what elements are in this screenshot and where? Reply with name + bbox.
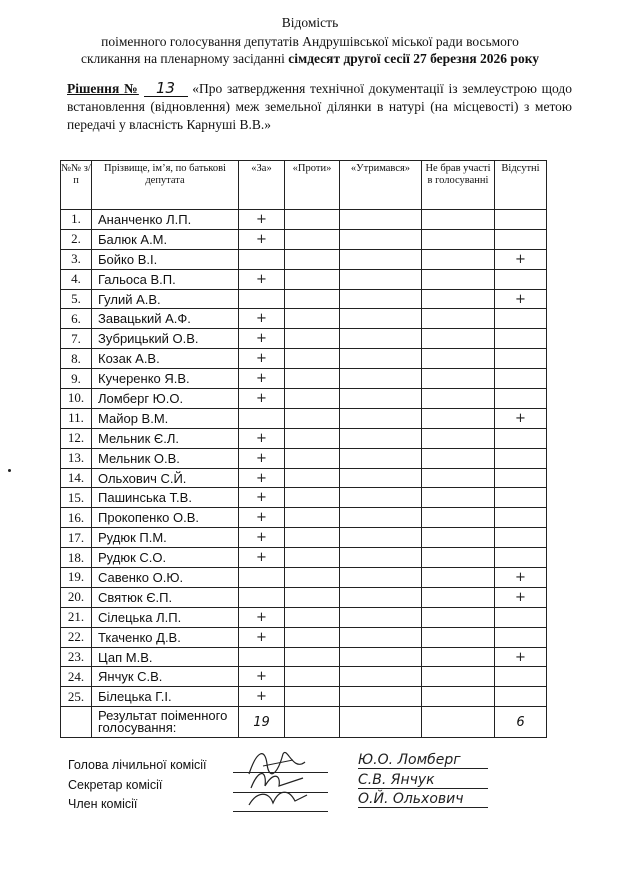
vote-for-mark: + bbox=[239, 528, 285, 548]
vote-for-mark: + bbox=[239, 329, 285, 349]
vote-against-mark bbox=[285, 548, 340, 568]
deputy-name: Савенко О.Ю. bbox=[92, 568, 239, 588]
table-row bbox=[61, 568, 547, 588]
vote-absent-mark bbox=[495, 389, 547, 409]
vote-not-voted-mark bbox=[422, 568, 495, 588]
table-row bbox=[61, 667, 547, 687]
signature-row-chair bbox=[68, 752, 568, 776]
vote-not-voted-mark bbox=[422, 428, 495, 448]
vote-absent-mark bbox=[495, 309, 547, 329]
vote-abstained-mark bbox=[340, 508, 422, 528]
table-row bbox=[61, 468, 547, 488]
session-line-text: скликання на пленарному засіданні bbox=[80, 51, 289, 66]
deputy-name: Завацький А.Ф. bbox=[92, 309, 239, 329]
table-header-row bbox=[61, 161, 547, 210]
vote-abstained-mark bbox=[340, 249, 422, 269]
col-header-not-voted: Не брав участі в голосуванні bbox=[422, 161, 495, 210]
result-row bbox=[61, 707, 547, 738]
signature-row-member bbox=[68, 791, 568, 815]
result-for-count: 19 bbox=[239, 707, 285, 738]
signature-name: О.Й. Ольхович bbox=[358, 791, 488, 808]
vote-not-voted-mark bbox=[422, 548, 495, 568]
vote-against-mark bbox=[285, 647, 340, 667]
signature-role: Голова лічильної комісії bbox=[68, 758, 207, 772]
deputy-name: Козак А.В. bbox=[92, 349, 239, 369]
vote-for-mark bbox=[239, 587, 285, 607]
vote-for-mark: + bbox=[239, 389, 285, 409]
row-number: 13. bbox=[61, 448, 92, 468]
vote-absent-mark bbox=[495, 607, 547, 627]
vote-abstained-mark bbox=[340, 647, 422, 667]
vote-absent-mark bbox=[495, 528, 547, 548]
vote-abstained-mark bbox=[340, 448, 422, 468]
vote-absent-mark bbox=[495, 349, 547, 369]
deputy-name: Рудюк П.М. bbox=[92, 528, 239, 548]
deputy-name: Ломберг Ю.О. bbox=[92, 389, 239, 409]
row-number: 2. bbox=[61, 229, 92, 249]
row-number: 9. bbox=[61, 369, 92, 389]
table-row bbox=[61, 548, 547, 568]
row-number: 24. bbox=[61, 667, 92, 687]
vote-absent-mark bbox=[495, 428, 547, 448]
deputy-name: Мельник Є.Л. bbox=[92, 428, 239, 448]
deputy-name: Ананченко Л.П. bbox=[92, 210, 239, 230]
vote-abstained-mark bbox=[340, 309, 422, 329]
row-number: 7. bbox=[61, 329, 92, 349]
row-number: 23. bbox=[61, 647, 92, 667]
vote-against-mark bbox=[285, 428, 340, 448]
col-header-name: Прізвище, ім’я, по батькові депутата bbox=[92, 161, 239, 210]
session-date: сімдесят другої сесії 27 березня 2026 року bbox=[288, 51, 540, 66]
vote-not-voted-mark bbox=[422, 508, 495, 528]
result-abstained-count bbox=[340, 707, 422, 738]
vote-against-mark bbox=[285, 587, 340, 607]
vote-absent-mark bbox=[495, 667, 547, 687]
vote-for-mark: + bbox=[239, 229, 285, 249]
row-number: 19. bbox=[61, 568, 92, 588]
vote-absent-mark bbox=[495, 369, 547, 389]
vote-for-mark bbox=[239, 568, 285, 588]
table-row bbox=[61, 389, 547, 409]
row-number: 8. bbox=[61, 349, 92, 369]
table-row bbox=[61, 269, 547, 289]
vote-absent-mark bbox=[495, 229, 547, 249]
vote-not-voted-mark bbox=[422, 607, 495, 627]
vote-absent-mark bbox=[495, 269, 547, 289]
table-row bbox=[61, 309, 547, 329]
decision-title: «Про затвердження технічної документації із землеустрою щодо встановлення (відновлення) меж земельної ділянки в натурі (на місцевості) з метою передачі у власність Карнуші В.В.» bbox=[67, 81, 573, 132]
deputy-name: Ткаченко Д.В. bbox=[92, 627, 239, 647]
row-number: 10. bbox=[61, 389, 92, 409]
vote-absent-mark: + bbox=[495, 587, 547, 607]
vote-absent-mark: + bbox=[495, 408, 547, 428]
deputy-name: Мельник О.В. bbox=[92, 448, 239, 468]
row-number: 16. bbox=[61, 508, 92, 528]
vote-against-mark bbox=[285, 289, 340, 309]
vote-abstained-mark bbox=[340, 229, 422, 249]
table-row bbox=[61, 647, 547, 667]
vote-abstained-mark bbox=[340, 548, 422, 568]
vote-abstained-mark bbox=[340, 428, 422, 448]
row-number: 6. bbox=[61, 309, 92, 329]
table-row bbox=[61, 369, 547, 389]
vote-for-mark: + bbox=[239, 369, 285, 389]
vote-against-mark bbox=[285, 667, 340, 687]
vote-against-mark bbox=[285, 528, 340, 548]
vote-absent-mark bbox=[495, 468, 547, 488]
deputy-name: Гальоса В.П. bbox=[92, 269, 239, 289]
vote-against-mark bbox=[285, 210, 340, 230]
vote-absent-mark bbox=[495, 488, 547, 508]
row-number: 4. bbox=[61, 269, 92, 289]
vote-absent-mark bbox=[495, 548, 547, 568]
deputy-name: Прокопенко О.В. bbox=[92, 508, 239, 528]
vote-for-mark: + bbox=[239, 309, 285, 329]
row-number: 18. bbox=[61, 548, 92, 568]
vote-not-voted-mark bbox=[422, 249, 495, 269]
vote-absent-mark: + bbox=[495, 289, 547, 309]
vote-not-voted-mark bbox=[422, 528, 495, 548]
deputy-name: Цап М.В. bbox=[92, 647, 239, 667]
vote-not-voted-mark bbox=[422, 309, 495, 329]
result-label: Результат поіменного голосування: bbox=[92, 707, 239, 738]
row-number: 25. bbox=[61, 687, 92, 707]
vote-against-mark bbox=[285, 249, 340, 269]
vote-against-mark bbox=[285, 687, 340, 707]
col-header-abstained: «Утримався» bbox=[340, 161, 422, 210]
vote-against-mark bbox=[285, 408, 340, 428]
decision-number: 13 bbox=[144, 81, 188, 97]
table-row bbox=[61, 508, 547, 528]
vote-not-voted-mark bbox=[422, 468, 495, 488]
row-number: 3. bbox=[61, 249, 92, 269]
vote-for-mark: + bbox=[239, 269, 285, 289]
vote-not-voted-mark bbox=[422, 389, 495, 409]
vote-for-mark: + bbox=[239, 428, 285, 448]
voting-table bbox=[60, 160, 547, 738]
vote-against-mark bbox=[285, 369, 340, 389]
deputy-name: Гулий А.В. bbox=[92, 289, 239, 309]
table-row bbox=[61, 289, 547, 309]
row-number: 17. bbox=[61, 528, 92, 548]
signature-role: Член комісії bbox=[68, 797, 138, 811]
vote-against-mark bbox=[285, 488, 340, 508]
deputy-name: Бойко В.І. bbox=[92, 249, 239, 269]
vote-for-mark bbox=[239, 647, 285, 667]
table-row bbox=[61, 428, 547, 448]
vote-absent-mark bbox=[495, 508, 547, 528]
vote-abstained-mark bbox=[340, 408, 422, 428]
col-header-for: «За» bbox=[239, 161, 285, 210]
table-row bbox=[61, 448, 547, 468]
document-title: Відомість bbox=[281, 15, 339, 30]
vote-for-mark: + bbox=[239, 627, 285, 647]
vote-not-voted-mark bbox=[422, 369, 495, 389]
deputy-name: Янчук С.В. bbox=[92, 667, 239, 687]
vote-not-voted-mark bbox=[422, 210, 495, 230]
deputy-name: Майор В.М. bbox=[92, 408, 239, 428]
row-number: 22. bbox=[61, 627, 92, 647]
vote-not-voted-mark bbox=[422, 329, 495, 349]
vote-for-mark: + bbox=[239, 448, 285, 468]
table-row bbox=[61, 687, 547, 707]
vote-not-voted-mark bbox=[422, 349, 495, 369]
vote-not-voted-mark bbox=[422, 269, 495, 289]
vote-abstained-mark bbox=[340, 568, 422, 588]
deputy-name: Рудюк С.О. bbox=[92, 548, 239, 568]
result-absent-count: 6 bbox=[495, 707, 547, 738]
vote-against-mark bbox=[285, 269, 340, 289]
vote-not-voted-mark bbox=[422, 448, 495, 468]
table-row bbox=[61, 488, 547, 508]
vote-abstained-mark bbox=[340, 329, 422, 349]
vote-abstained-mark bbox=[340, 627, 422, 647]
vote-abstained-mark bbox=[340, 269, 422, 289]
deputy-name: Святюк Є.П. bbox=[92, 587, 239, 607]
vote-against-mark bbox=[285, 468, 340, 488]
vote-abstained-mark bbox=[340, 468, 422, 488]
vote-absent-mark bbox=[495, 329, 547, 349]
vote-not-voted-mark bbox=[422, 408, 495, 428]
vote-against-mark bbox=[285, 607, 340, 627]
deputy-name: Пашинська Т.В. bbox=[92, 488, 239, 508]
row-number: 20. bbox=[61, 587, 92, 607]
signature-name: С.В. Янчук bbox=[358, 772, 488, 789]
decision-block bbox=[67, 80, 572, 134]
table-row bbox=[61, 408, 547, 428]
col-header-absent: Відсутні bbox=[495, 161, 547, 210]
vote-abstained-mark bbox=[340, 349, 422, 369]
vote-not-voted-mark bbox=[422, 587, 495, 607]
vote-for-mark: + bbox=[239, 210, 285, 230]
table-row bbox=[61, 329, 547, 349]
scan-speck bbox=[8, 469, 11, 472]
vote-not-voted-mark bbox=[422, 627, 495, 647]
row-number: 11. bbox=[61, 408, 92, 428]
col-header-number: №№ з/п bbox=[61, 161, 92, 210]
vote-absent-mark bbox=[495, 687, 547, 707]
session-line bbox=[0, 50, 620, 67]
vote-against-mark bbox=[285, 309, 340, 329]
vote-against-mark bbox=[285, 349, 340, 369]
vote-for-mark: + bbox=[239, 687, 285, 707]
vote-abstained-mark bbox=[340, 667, 422, 687]
deputy-name: Білецька Г.І. bbox=[92, 687, 239, 707]
vote-for-mark: + bbox=[239, 508, 285, 528]
vote-absent-mark: + bbox=[495, 568, 547, 588]
vote-abstained-mark bbox=[340, 369, 422, 389]
vote-not-voted-mark bbox=[422, 488, 495, 508]
vote-for-mark: + bbox=[239, 548, 285, 568]
vote-against-mark bbox=[285, 329, 340, 349]
vote-against-mark bbox=[285, 627, 340, 647]
vote-not-voted-mark bbox=[422, 289, 495, 309]
result-cell-empty bbox=[61, 707, 92, 738]
handwritten-signature-icon bbox=[243, 783, 313, 813]
result-against-count bbox=[285, 707, 340, 738]
vote-absent-mark bbox=[495, 627, 547, 647]
vote-not-voted-mark bbox=[422, 647, 495, 667]
vote-absent-mark: + bbox=[495, 249, 547, 269]
table-row bbox=[61, 210, 547, 230]
vote-against-mark bbox=[285, 229, 340, 249]
signature-name: Ю.О. Ломберг bbox=[358, 752, 488, 769]
vote-not-voted-mark bbox=[422, 687, 495, 707]
row-number: 14. bbox=[61, 468, 92, 488]
row-number: 15. bbox=[61, 488, 92, 508]
signature-row-secretary bbox=[68, 772, 568, 796]
table-row bbox=[61, 229, 547, 249]
vote-for-mark bbox=[239, 249, 285, 269]
deputy-name: Балюк А.М. bbox=[92, 229, 239, 249]
vote-abstained-mark bbox=[340, 687, 422, 707]
vote-against-mark bbox=[285, 568, 340, 588]
table-row bbox=[61, 528, 547, 548]
vote-abstained-mark bbox=[340, 587, 422, 607]
row-number: 12. bbox=[61, 428, 92, 448]
vote-abstained-mark bbox=[340, 289, 422, 309]
vote-abstained-mark bbox=[340, 210, 422, 230]
vote-absent-mark bbox=[495, 210, 547, 230]
table-row bbox=[61, 587, 547, 607]
vote-abstained-mark bbox=[340, 528, 422, 548]
row-number: 1. bbox=[61, 210, 92, 230]
vote-not-voted-mark bbox=[422, 667, 495, 687]
deputy-name: Кучеренко Я.В. bbox=[92, 369, 239, 389]
vote-for-mark: + bbox=[239, 349, 285, 369]
deputy-name: Ольхович С.Й. bbox=[92, 468, 239, 488]
signature-role: Секретар комісії bbox=[68, 778, 163, 792]
vote-for-mark bbox=[239, 408, 285, 428]
vote-abstained-mark bbox=[340, 607, 422, 627]
vote-against-mark bbox=[285, 508, 340, 528]
vote-not-voted-mark bbox=[422, 229, 495, 249]
vote-abstained-mark bbox=[340, 488, 422, 508]
table-row bbox=[61, 607, 547, 627]
deputy-name: Сілецька Л.П. bbox=[92, 607, 239, 627]
vote-against-mark bbox=[285, 448, 340, 468]
table-row bbox=[61, 349, 547, 369]
vote-for-mark: + bbox=[239, 488, 285, 508]
vote-abstained-mark bbox=[340, 389, 422, 409]
row-number: 21. bbox=[61, 607, 92, 627]
vote-against-mark bbox=[285, 389, 340, 409]
vote-absent-mark: + bbox=[495, 647, 547, 667]
vote-for-mark bbox=[239, 289, 285, 309]
table-row bbox=[61, 249, 547, 269]
result-not-voted-count bbox=[422, 707, 495, 738]
vote-for-mark: + bbox=[239, 667, 285, 687]
col-header-against: «Проти» bbox=[285, 161, 340, 210]
vote-absent-mark bbox=[495, 448, 547, 468]
table-row bbox=[61, 627, 547, 647]
vote-for-mark: + bbox=[239, 607, 285, 627]
deputy-name: Зубрицький О.В. bbox=[92, 329, 239, 349]
document-subtitle: поіменного голосування депутатів Андрушівської міської ради восьмого bbox=[101, 34, 519, 49]
vote-for-mark: + bbox=[239, 468, 285, 488]
row-number: 5. bbox=[61, 289, 92, 309]
decision-label: Рішення № bbox=[67, 81, 139, 96]
